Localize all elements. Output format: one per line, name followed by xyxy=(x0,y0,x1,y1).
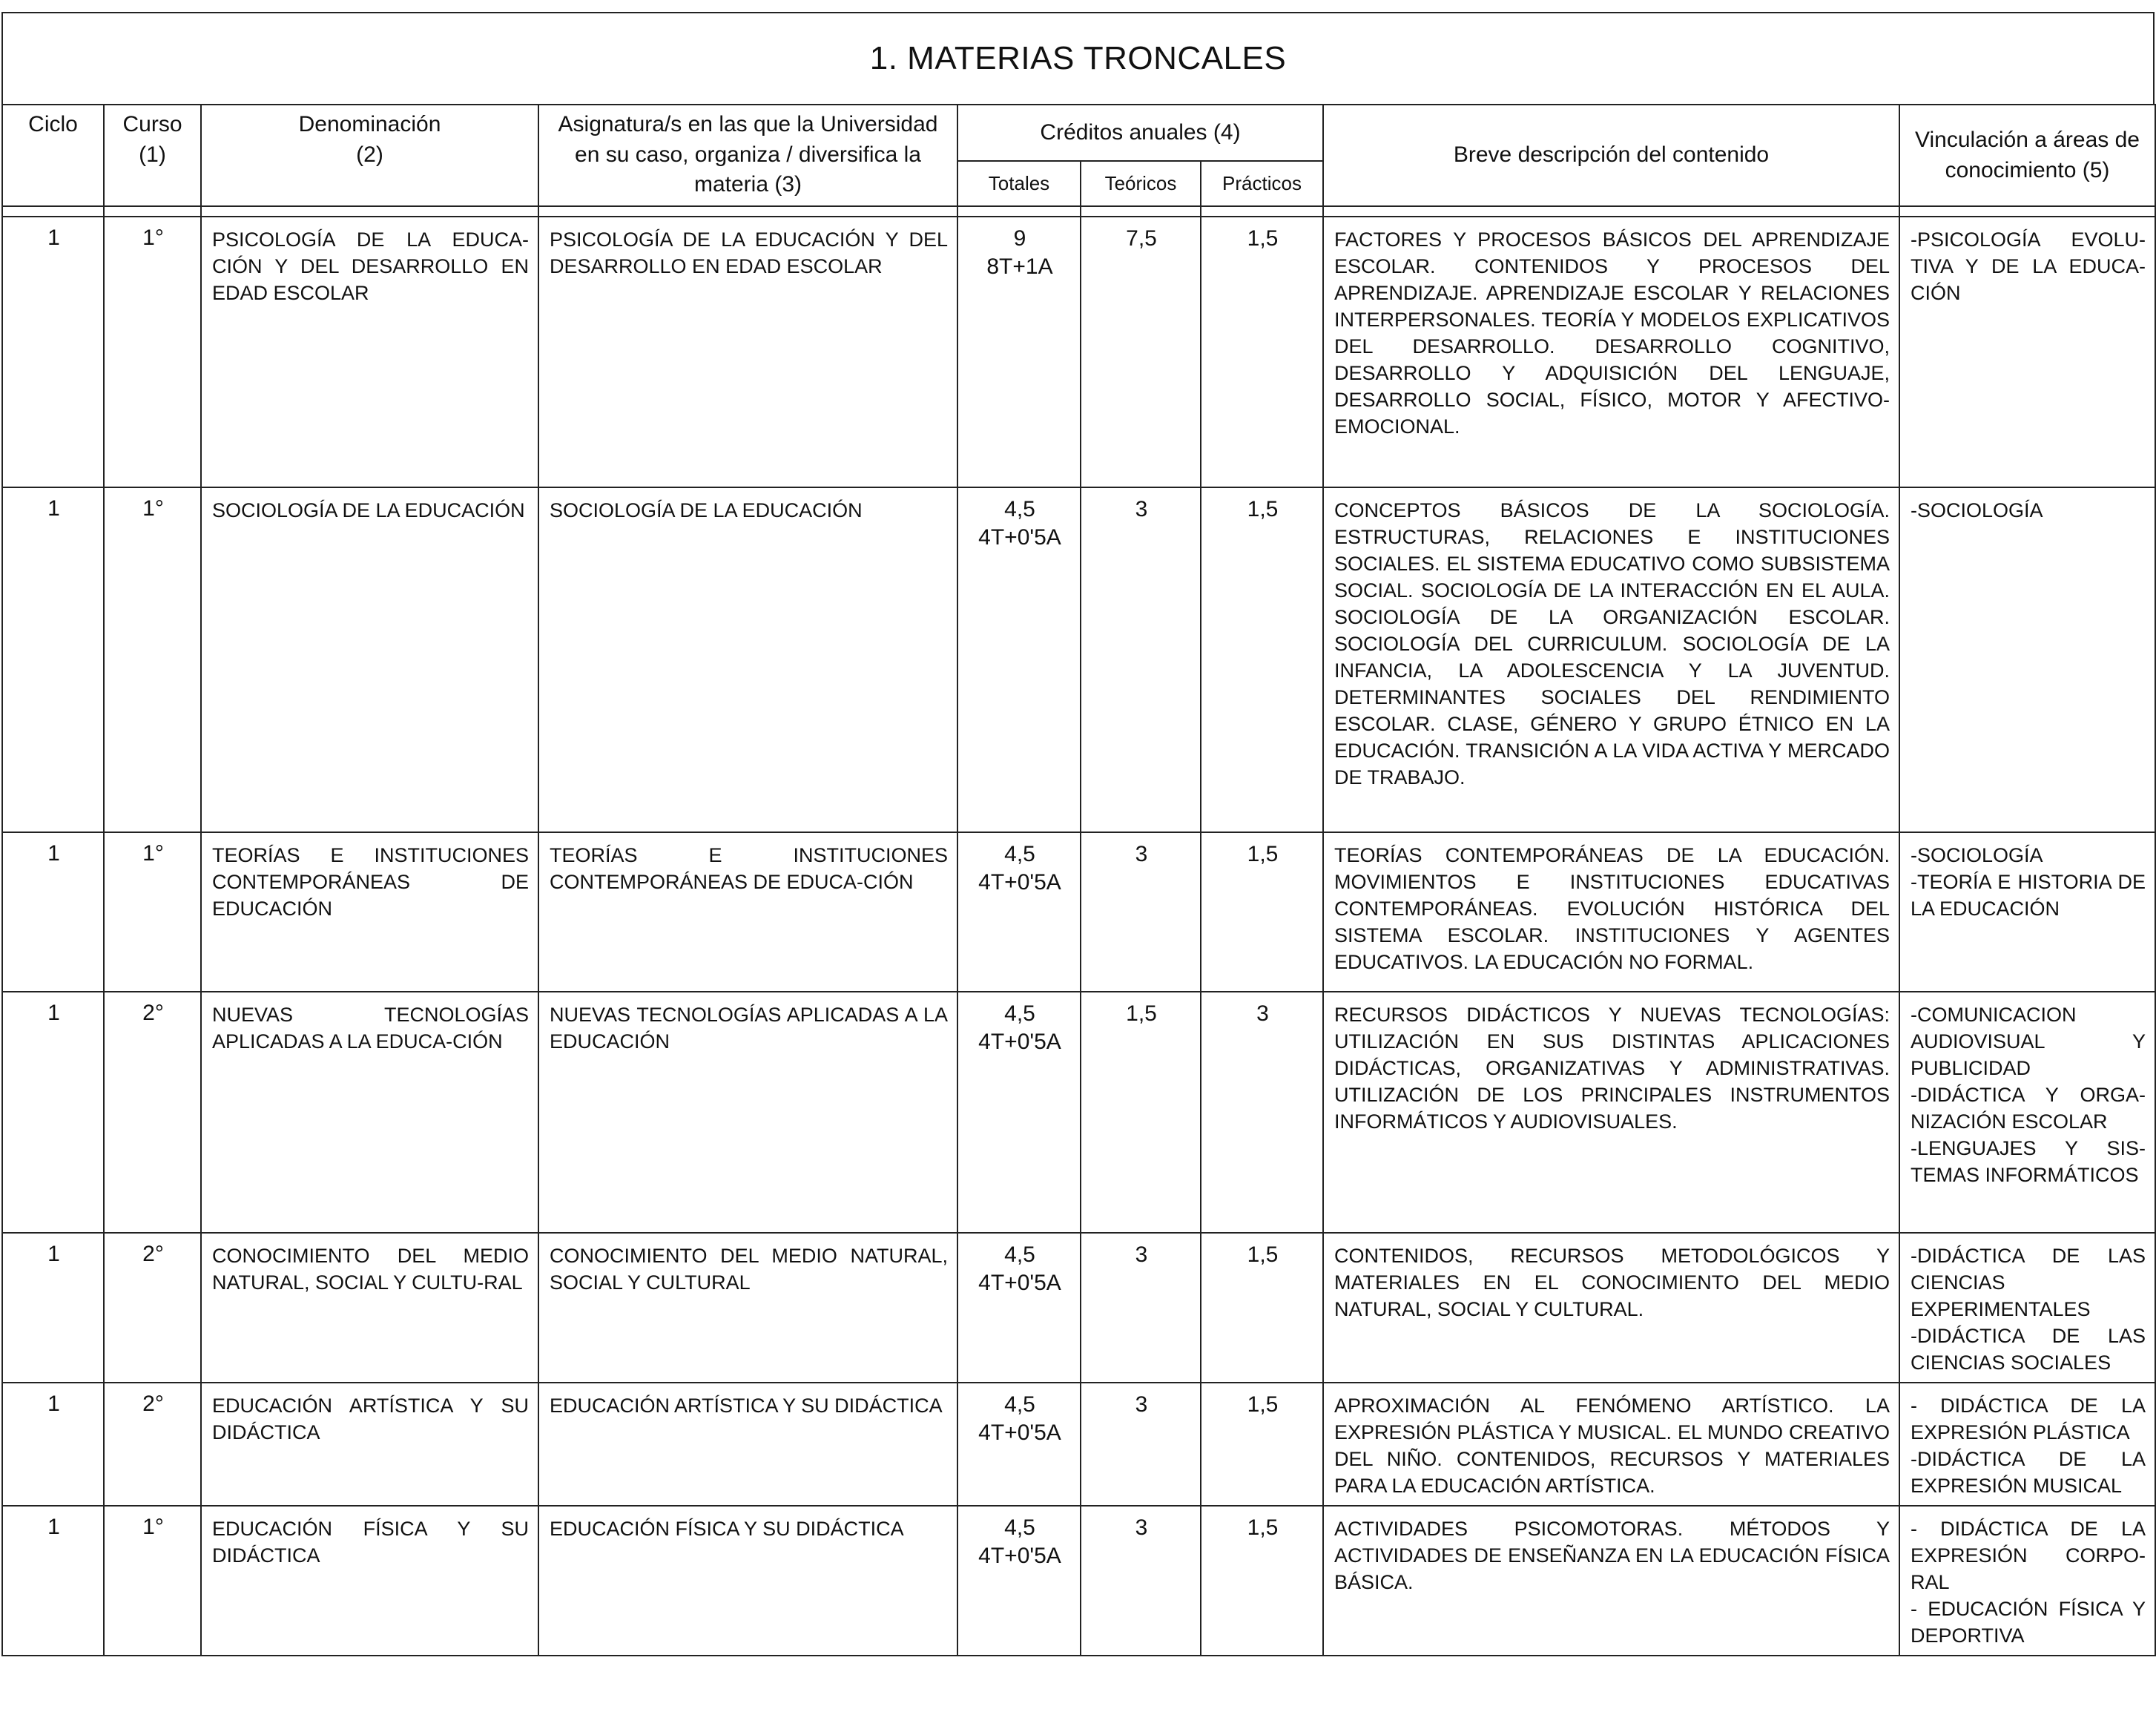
totales-value: 4,5 xyxy=(1004,1392,1035,1417)
cell-asignatura: CONOCIMIENTO DEL MEDIO NATURAL, SOCIAL Y CULTURAL xyxy=(538,1233,957,1383)
header-descripcion: Breve descripción del contenido xyxy=(1323,105,1899,206)
cell-ciclo: 1 xyxy=(2,217,104,487)
cell-denominacion: EDUCACIÓN ARTÍSTICA Y SU DIDÁCTICA xyxy=(201,1383,538,1506)
cell-descripcion: RECURSOS DIDÁCTICOS Y NUEVAS TECNOLOGÍAS: UTILIZACIÓN EN SUS DISTINTAS APLICACIONES DIDÁCTICAS, ORGANIZATIVAS Y ADMINISTRATIVAS. UTILIZACIÓN DE LOS PRINCIPALES INSTRUMENTOS INFORMÁTICOS Y AUDIOVISUALES. xyxy=(1323,992,1899,1233)
cell-descripcion: TEORÍAS CONTEMPORÁNEAS DE LA EDUCACIÓN. MOVIMIENTOS E INSTITUCIONES EDUCATIVAS CONTEMPORÁNEAS. EVOLUCIÓN HISTÓRICA DEL SISTEMA ESCOLAR. INSTITUCIONES Y AGENTES EDUCATIVOS. LA EDUCACIÓN NO FORMAL. xyxy=(1323,832,1899,992)
cell-practicos: 1,5 xyxy=(1201,1233,1323,1383)
table-row xyxy=(2,217,2155,487)
cell-teoricos: 3 xyxy=(1081,487,1201,832)
cell-totales xyxy=(957,1506,1081,1656)
cell-ciclo: 1 xyxy=(2,992,104,1233)
header-curso: Curso (1) xyxy=(104,105,201,206)
header-teoricos: Teóricos xyxy=(1081,161,1201,206)
cell-curso: 1° xyxy=(104,217,201,487)
cell-asignatura: EDUCACIÓN ARTÍSTICA Y SU DIDÁCTICA xyxy=(538,1383,957,1506)
cell-asignatura: EDUCACIÓN FÍSICA Y SU DIDÁCTICA xyxy=(538,1506,957,1656)
table-body xyxy=(2,217,2155,1656)
cell-denominacion: PSICOLOGÍA DE LA EDUCA-CIÓN Y DEL DESARROLLO EN EDAD ESCOLAR xyxy=(201,217,538,487)
cell-denominacion: TEORÍAS E INSTITUCIONES CONTEMPORÁNEAS DE EDUCACIÓN xyxy=(201,832,538,992)
materias-table xyxy=(1,104,2156,1656)
cell-curso: 1° xyxy=(104,487,201,832)
header-denominacion: Denominación (2) xyxy=(201,105,538,206)
table-row xyxy=(2,1383,2155,1506)
header-ciclo: Ciclo xyxy=(2,105,104,206)
header-creditos: Créditos anuales (4) xyxy=(957,105,1323,161)
cell-vinculacion: -PSICOLOGÍA EVOLU-TIVA Y DE LA EDUCA-CIÓN xyxy=(1899,217,2155,487)
table-row xyxy=(2,992,2155,1233)
cell-denominacion: NUEVAS TECNOLOGÍAS APLICADAS A LA EDUCA-CIÓN xyxy=(201,992,538,1233)
document-sheet xyxy=(1,12,2155,1656)
header-spacer-row xyxy=(2,206,2155,217)
cell-practicos: 1,5 xyxy=(1201,1383,1323,1506)
totales-value: 4,5 xyxy=(1004,1001,1035,1027)
cell-curso: 2° xyxy=(104,1233,201,1383)
table-row xyxy=(2,487,2155,832)
totales-detail: 8T+1A xyxy=(986,254,1053,280)
cell-totales xyxy=(957,832,1081,992)
cell-totales xyxy=(957,1383,1081,1506)
cell-teoricos: 3 xyxy=(1081,832,1201,992)
cell-curso: 2° xyxy=(104,992,201,1233)
cell-ciclo: 1 xyxy=(2,1383,104,1506)
cell-teoricos: 3 xyxy=(1081,1233,1201,1383)
cell-curso: 1° xyxy=(104,832,201,992)
cell-practicos: 1,5 xyxy=(1201,217,1323,487)
cell-ciclo: 1 xyxy=(2,832,104,992)
totales-detail: 4T+0'5A xyxy=(978,525,1061,550)
cell-practicos: 1,5 xyxy=(1201,1506,1323,1656)
totales-value: 4,5 xyxy=(1004,842,1035,867)
header-asignatura: Asignatura/s en las que la Universidad en su caso, organiza / diversifica la materia (3) xyxy=(538,105,957,206)
cell-descripcion: ACTIVIDADES PSICOMOTORAS. MÉTODOS Y ACTIVIDADES DE ENSEÑANZA EN LA EDUCACIÓN FÍSICA BÁSICA. xyxy=(1323,1506,1899,1656)
totales-value: 9 xyxy=(1013,226,1026,251)
cell-vinculacion: - DIDÁCTICA DE LA EXPRESIÓN PLÁSTICA -DIDÁCTICA DE LA EXPRESIÓN MUSICAL xyxy=(1899,1383,2155,1506)
totales-detail: 4T+0'5A xyxy=(978,1544,1061,1569)
cell-vinculacion: -DIDÁCTICA DE LAS CIENCIAS EXPERIMENTALES -DIDÁCTICA DE LAS CIENCIAS SOCIALES xyxy=(1899,1233,2155,1383)
totales-detail: 4T+0'5A xyxy=(978,1271,1061,1296)
cell-descripcion: CONCEPTOS BÁSICOS DE LA SOCIOLOGÍA. ESTRUCTURAS, RELACIONES E INSTITUCIONES SOCIALES. EL SISTEMA EDUCATIVO COMO SUBSISTEMA SOCIAL. SOCIOLOGÍA DE LA INTERACCIÓN EN EL AULA. SOCIOLOGÍA DE LA ORGANIZACIÓN ESCOLAR. SOCIOLOGÍA DEL CURRICULUM. SOCIOLOGÍA DE LA INFANCIA, LA ADOLESCENCIA Y LA JUVENTUD. DETERMINANTES SOCIALES DEL RENDIMIENTO ESCOLAR. CLASE, GÉNERO Y GRUPO ÉTNICO EN LA EDUCACIÓN. TRANSICIÓN A LA VIDA ACTIVA Y MERCADO DE TRABAJO. xyxy=(1323,487,1899,832)
cell-totales xyxy=(957,487,1081,832)
cell-teoricos: 3 xyxy=(1081,1506,1201,1656)
header-row xyxy=(2,105,2155,161)
totales-value: 4,5 xyxy=(1004,497,1035,522)
totales-value: 4,5 xyxy=(1004,1242,1035,1268)
cell-descripcion: CONTENIDOS, RECURSOS METODOLÓGICOS Y MATERIALES EN EL CONOCIMIENTO DEL MEDIO NATURAL, SOCIAL Y CULTURAL. xyxy=(1323,1233,1899,1383)
table-row xyxy=(2,1506,2155,1656)
cell-teoricos: 3 xyxy=(1081,1383,1201,1506)
cell-curso: 2° xyxy=(104,1383,201,1506)
cell-practicos: 1,5 xyxy=(1201,487,1323,832)
page-title: 1. MATERIAS TRONCALES xyxy=(869,40,1287,76)
totales-detail: 4T+0'5A xyxy=(978,870,1061,895)
cell-asignatura: TEORÍAS E INSTITUCIONES CONTEMPORÁNEAS DE EDUCA-CIÓN xyxy=(538,832,957,992)
cell-denominacion: SOCIOLOGÍA DE LA EDUCACIÓN xyxy=(201,487,538,832)
header-practicos: Prácticos xyxy=(1201,161,1323,206)
cell-descripcion: FACTORES Y PROCESOS BÁSICOS DEL APRENDIZAJE ESCOLAR. CONTENIDOS Y PROCESOS DEL APRENDIZAJE. APRENDIZAJE ESCOLAR Y RELACIONES INTERPERSONALES. TEORÍA Y MODELOS EXPLICATIVOS DEL DESARROLLO. DESARROLLO COGNITIVO, DESARROLLO Y ADQUISICIÓN DEL LENGUAJE, DESARROLLO SOCIAL, FÍSICO, MOTOR Y AFECTIVO-EMOCIONAL. xyxy=(1323,217,1899,487)
cell-curso: 1° xyxy=(104,1506,201,1656)
cell-ciclo: 1 xyxy=(2,487,104,832)
header-totales: Totales xyxy=(957,161,1081,206)
header-vinculacion: Vinculación a áreas de conocimiento (5) xyxy=(1899,105,2155,206)
cell-vinculacion: - DIDÁCTICA DE LA EXPRESIÓN CORPO-RAL - EDUCACIÓN FÍSICA Y DEPORTIVA xyxy=(1899,1506,2155,1656)
cell-totales xyxy=(957,992,1081,1233)
title-box xyxy=(1,12,2155,104)
totales-value: 4,5 xyxy=(1004,1515,1035,1541)
cell-vinculacion: -SOCIOLOGÍA xyxy=(1899,487,2155,832)
totales-detail: 4T+0'5A xyxy=(978,1420,1061,1446)
cell-ciclo: 1 xyxy=(2,1506,104,1656)
cell-denominacion: CONOCIMIENTO DEL MEDIO NATURAL, SOCIAL Y CULTU-RAL xyxy=(201,1233,538,1383)
cell-totales xyxy=(957,1233,1081,1383)
table-row xyxy=(2,832,2155,992)
cell-ciclo: 1 xyxy=(2,1233,104,1383)
cell-practicos: 1,5 xyxy=(1201,832,1323,992)
cell-descripcion: APROXIMACIÓN AL FENÓMENO ARTÍSTICO. LA EXPRESIÓN PLÁSTICA Y MUSICAL. EL MUNDO CREATIVO DEL NIÑO. CONTENIDOS, RECURSOS Y MATERIALES PARA LA EDUCACIÓN ARTÍSTICA. xyxy=(1323,1383,1899,1506)
cell-asignatura: SOCIOLOGÍA DE LA EDUCACIÓN xyxy=(538,487,957,832)
cell-teoricos: 1,5 xyxy=(1081,992,1201,1233)
cell-asignatura: PSICOLOGÍA DE LA EDUCACIÓN Y DEL DESARROLLO EN EDAD ESCOLAR xyxy=(538,217,957,487)
cell-totales xyxy=(957,217,1081,487)
cell-teoricos: 7,5 xyxy=(1081,217,1201,487)
totales-detail: 4T+0'5A xyxy=(978,1030,1061,1055)
cell-denominacion: EDUCACIÓN FÍSICA Y SU DIDÁCTICA xyxy=(201,1506,538,1656)
cell-vinculacion: -SOCIOLOGÍA -TEORÍA E HISTORIA DE LA EDUCACIÓN xyxy=(1899,832,2155,992)
cell-practicos: 3 xyxy=(1201,992,1323,1233)
table-row xyxy=(2,1233,2155,1383)
cell-asignatura: NUEVAS TECNOLOGÍAS APLICADAS A LA EDUCACIÓN xyxy=(538,992,957,1233)
cell-vinculacion: -COMUNICACION AUDIOVISUAL Y PUBLICIDAD -DIDÁCTICA Y ORGA-NIZACIÓN ESCOLAR -LENGUAJES Y SIS-TEMAS INFORMÁTICOS xyxy=(1899,992,2155,1233)
